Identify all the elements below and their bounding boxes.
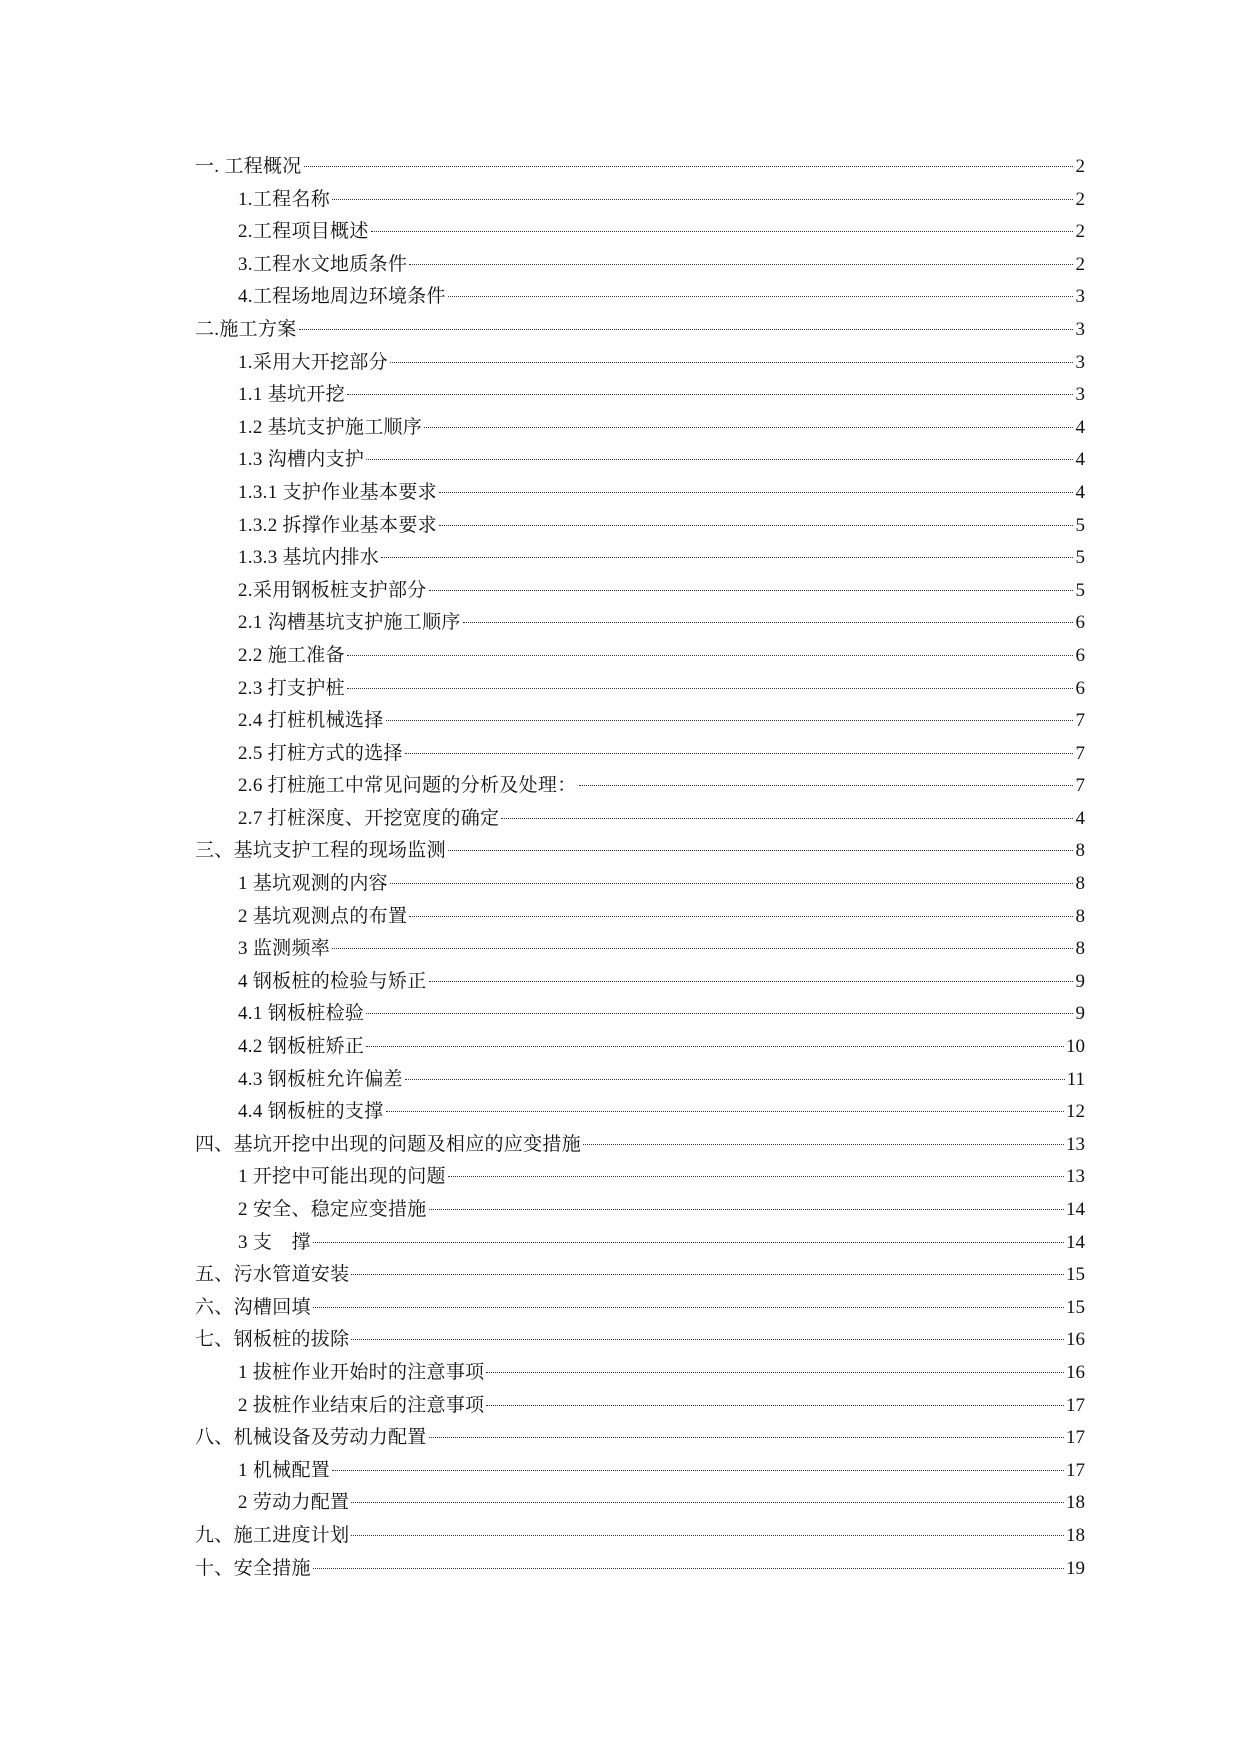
toc-dot-leader — [439, 524, 1073, 526]
toc-entry-label: 2.2 施工准备 — [238, 644, 345, 666]
toc-entry[interactable] — [195, 607, 1085, 640]
toc-entry[interactable] — [195, 1324, 1085, 1357]
toc-entry-page-number: 17 — [1066, 1394, 1085, 1416]
toc-entry[interactable] — [195, 770, 1085, 803]
toc-entry-page-number: 6 — [1075, 644, 1085, 666]
toc-entry-label: 4.工程场地周边环境条件 — [238, 286, 446, 308]
toc-entry-page-number: 17 — [1066, 1427, 1085, 1449]
toc-entry-label: 2 基坑观测点的布置 — [238, 905, 408, 927]
toc-dot-leader — [332, 1469, 1064, 1471]
toc-entry-label: 五、污水管道安装 — [195, 1264, 350, 1286]
toc-entry-label: 1.1 基坑开挖 — [238, 384, 345, 406]
toc-dot-leader — [371, 230, 1073, 232]
toc-entry-label: 十、安全措施 — [195, 1557, 311, 1579]
toc-entry-label: 2 拔桩作业结束后的注意事项 — [238, 1394, 485, 1416]
toc-entry-page-number: 2 — [1075, 253, 1085, 275]
toc-dot-leader — [409, 263, 1073, 265]
toc-entry[interactable] — [195, 1292, 1085, 1325]
toc-entry-label: 2 安全、稳定应变措施 — [238, 1199, 427, 1220]
toc-entry-label: 二.施工方案 — [195, 318, 297, 340]
toc-entry-page-number: 8 — [1075, 873, 1085, 895]
toc-entry[interactable] — [195, 184, 1085, 217]
toc-entry-page-number: 7 — [1075, 710, 1085, 732]
toc-entry-label: 3 监测频率 — [238, 938, 331, 960]
toc-entry-label: 4.1 钢板桩检验 — [238, 1003, 365, 1025]
toc-dot-leader — [463, 621, 1073, 623]
toc-entry-page-number: 3 — [1075, 318, 1085, 340]
toc-dot-leader — [448, 849, 1073, 851]
toc-entry-page-number: 3 — [1075, 286, 1085, 308]
toc-dot-leader — [390, 361, 1073, 363]
toc-dot-leader — [332, 947, 1073, 949]
toc-entry-label: 2.7 打桩深度、开挖宽度的确定 — [238, 807, 500, 829]
toc-entry[interactable] — [195, 1096, 1085, 1129]
toc-entry-page-number: 17 — [1066, 1459, 1085, 1481]
toc-entry[interactable] — [195, 835, 1085, 868]
toc-entry-page-number: 5 — [1075, 547, 1085, 569]
toc-entry[interactable] — [195, 1487, 1085, 1520]
toc-entry[interactable] — [195, 542, 1085, 575]
toc-entry[interactable] — [195, 673, 1085, 706]
toc-entry-label: 4 钢板桩的检验与矫正 — [238, 970, 427, 992]
toc-entry[interactable] — [195, 347, 1085, 380]
toc-entry-page-number: 2 — [1075, 156, 1085, 177]
toc-dot-leader — [351, 1338, 1064, 1340]
toc-entry-label: 七、钢板桩的拔除 — [195, 1329, 350, 1351]
toc-entry[interactable] — [195, 1031, 1085, 1064]
toc-entry-label: 六、沟槽回填 — [195, 1296, 311, 1318]
toc-entry-page-number: 7 — [1075, 775, 1085, 797]
toc-entry-label: 2.3 打支护桩 — [238, 677, 345, 699]
toc-entry[interactable] — [195, 379, 1085, 412]
toc-entry-page-number: 2 — [1075, 188, 1085, 210]
toc-entry-label: 八、机械设备及劳动力配置 — [195, 1427, 427, 1449]
toc-entry-page-number: 14 — [1066, 1199, 1085, 1220]
toc-entry-page-number: 8 — [1075, 938, 1085, 960]
toc-entry[interactable] — [195, 1553, 1085, 1586]
toc-entry-page-number: 2 — [1075, 221, 1085, 243]
toc-entry-label: 1.2 基坑支护施工顺序 — [238, 416, 423, 438]
toc-entry-label: 1.采用大开挖部分 — [238, 351, 388, 373]
toc-dot-leader — [313, 1567, 1064, 1569]
toc-entry[interactable] — [195, 1259, 1085, 1292]
toc-entry[interactable] — [195, 998, 1085, 1031]
toc-entry-page-number: 4 — [1075, 481, 1085, 503]
toc-dot-leader — [448, 1175, 1064, 1177]
toc-entry-page-number: 12 — [1066, 1101, 1085, 1123]
toc-entry-label: 三、基坑支护工程的现场监测 — [195, 840, 446, 862]
toc-dot-leader — [409, 915, 1073, 917]
toc-entry-page-number: 6 — [1075, 677, 1085, 699]
toc-dot-leader — [347, 687, 1073, 689]
toc-dot-leader — [501, 817, 1073, 819]
toc-dot-leader — [366, 1012, 1073, 1014]
toc-entry-page-number: 16 — [1066, 1361, 1085, 1383]
toc-entry[interactable] — [195, 314, 1085, 347]
toc-dot-leader — [313, 1306, 1064, 1308]
toc-entry[interactable] — [195, 868, 1085, 901]
toc-dot-leader — [299, 328, 1073, 330]
toc-entry-page-number: 5 — [1075, 579, 1085, 601]
toc-dot-leader — [448, 295, 1073, 297]
toc-entry[interactable] — [195, 933, 1085, 966]
toc-entry-page-number: 14 — [1066, 1231, 1085, 1253]
toc-entry-page-number: 4 — [1075, 416, 1085, 438]
toc-dot-leader — [313, 1241, 1064, 1243]
toc-entry-page-number: 5 — [1075, 514, 1085, 536]
toc-dot-leader — [351, 1273, 1064, 1275]
toc-entry-label: 2.1 沟槽基坑支护施工顺序 — [238, 612, 461, 634]
toc-entry[interactable] — [195, 1455, 1085, 1488]
toc-entry[interactable] — [195, 249, 1085, 282]
toc-dot-leader — [332, 198, 1073, 200]
toc-entry[interactable] — [195, 1194, 1085, 1227]
toc-entry[interactable] — [195, 510, 1085, 543]
toc-dot-leader — [351, 1501, 1064, 1503]
toc-dot-leader — [386, 719, 1073, 721]
toc-entry-page-number: 4 — [1075, 449, 1085, 471]
toc-dot-leader — [486, 1371, 1064, 1373]
toc-entry[interactable] — [195, 1422, 1085, 1455]
toc-dot-leader — [366, 458, 1073, 460]
toc-entry[interactable] — [195, 640, 1085, 673]
toc-entry-label: 4.3 钢板桩允许偏差 — [238, 1068, 403, 1090]
toc-entry-page-number: 9 — [1075, 970, 1085, 992]
toc-entry-page-number: 15 — [1066, 1264, 1085, 1286]
toc-entry-page-number: 19 — [1066, 1557, 1085, 1579]
toc-entry[interactable] — [195, 1227, 1085, 1260]
toc-dot-leader — [386, 1110, 1064, 1112]
toc-entry-page-number: 8 — [1075, 840, 1085, 862]
toc-dot-leader — [579, 784, 1073, 786]
toc-entry[interactable] — [195, 151, 1085, 184]
toc-dot-leader — [486, 1404, 1064, 1406]
toc-entry-label: 2.6 打桩施工中常见问题的分析及处理： — [238, 775, 577, 797]
toc-entry-label: 1 基坑观测的内容 — [238, 873, 388, 895]
toc-entry-label: 1.3.3 基坑内排水 — [238, 547, 380, 569]
toc-dot-leader — [347, 393, 1073, 395]
toc-dot-leader — [405, 1078, 1065, 1080]
toc-entry-label: 1.3.1 支护作业基本要求 — [238, 481, 437, 503]
toc-entry-page-number: 3 — [1075, 351, 1085, 373]
toc-entry[interactable] — [195, 738, 1085, 771]
toc-dot-leader — [351, 1534, 1064, 1536]
toc-entry-page-number: 18 — [1066, 1524, 1085, 1546]
toc-entry-label: 1.3.2 拆撑作业基本要求 — [238, 514, 437, 536]
toc-entry[interactable] — [195, 412, 1085, 445]
toc-entry[interactable] — [195, 575, 1085, 608]
toc-entry[interactable] — [195, 966, 1085, 999]
toc-entry-label: 一. 工程概况 — [195, 156, 302, 177]
toc-entry-page-number: 10 — [1066, 1036, 1085, 1058]
toc-dot-leader — [429, 1208, 1064, 1210]
toc-entry-label: 3 支 撑 — [238, 1231, 311, 1253]
toc-dot-leader — [424, 426, 1073, 428]
toc-entry[interactable] — [195, 1357, 1085, 1390]
toc-entry-label: 1.工程名称 — [238, 188, 331, 210]
toc-entry-label: 3.工程水文地质条件 — [238, 253, 408, 275]
toc-entry-page-number: 8 — [1075, 905, 1085, 927]
toc-entry-page-number: 9 — [1075, 1003, 1085, 1025]
toc-entry-label: 2.工程项目概述 — [238, 221, 369, 243]
toc-dot-leader — [429, 1436, 1064, 1438]
toc-dot-leader — [405, 752, 1073, 754]
toc-entry-page-number: 11 — [1066, 1068, 1085, 1090]
toc-entry-label: 2.4 打桩机械选择 — [238, 710, 384, 732]
toc-entry-label: 2.采用钢板桩支护部分 — [238, 579, 427, 601]
toc-entry-label: 2.5 打桩方式的选择 — [238, 742, 403, 764]
toc-entry-label: 4.4 钢板桩的支撑 — [238, 1101, 384, 1123]
toc-entry[interactable] — [195, 444, 1085, 477]
toc-entry[interactable] — [195, 803, 1085, 836]
toc-entry-page-number: 6 — [1075, 612, 1085, 634]
toc-entry[interactable] — [195, 1520, 1085, 1553]
toc-dot-leader — [429, 980, 1073, 982]
toc-dot-leader — [429, 589, 1073, 591]
toc-entry-label: 1 拔桩作业开始时的注意事项 — [238, 1361, 485, 1383]
toc-entry[interactable] — [195, 901, 1085, 934]
toc-entry-page-number: 4 — [1075, 807, 1085, 829]
toc-entry-page-number: 15 — [1066, 1296, 1085, 1318]
toc-entry-label: 1 机械配置 — [238, 1459, 331, 1481]
toc-entry[interactable] — [195, 1064, 1085, 1097]
toc-dot-leader — [347, 654, 1073, 656]
table-of-contents — [195, 151, 1085, 1585]
toc-entry[interactable] — [195, 216, 1085, 249]
toc-dot-leader — [366, 1045, 1064, 1047]
toc-entry[interactable] — [195, 705, 1085, 738]
toc-entry-label: 九、施工进度计划 — [195, 1524, 350, 1546]
toc-entry-page-number: 7 — [1075, 742, 1085, 764]
toc-entry[interactable] — [195, 281, 1085, 314]
toc-entry-label: 四、基坑开挖中出现的问题及相应的应变措施 — [195, 1133, 582, 1155]
toc-dot-leader — [390, 882, 1073, 884]
toc-entry-page-number: 13 — [1066, 1133, 1085, 1155]
toc-entry-label: 4.2 钢板桩矫正 — [238, 1036, 365, 1058]
toc-entry[interactable] — [195, 1161, 1085, 1194]
toc-dot-leader — [439, 491, 1073, 493]
toc-entry-page-number: 3 — [1075, 384, 1085, 406]
toc-entry-label: 1 开挖中可能出现的问题 — [238, 1166, 446, 1188]
toc-entry[interactable] — [195, 477, 1085, 510]
toc-dot-leader — [583, 1143, 1064, 1145]
toc-dot-leader — [304, 165, 1073, 167]
toc-entry[interactable] — [195, 1129, 1085, 1162]
toc-entry[interactable] — [195, 1390, 1085, 1423]
toc-entry-label: 2 劳动力配置 — [238, 1492, 350, 1514]
toc-dot-leader — [381, 556, 1073, 558]
toc-entry-page-number: 16 — [1066, 1329, 1085, 1351]
toc-entry-label: 1.3 沟槽内支护 — [238, 449, 365, 471]
toc-entry-page-number: 18 — [1066, 1492, 1085, 1514]
toc-entry-page-number: 13 — [1066, 1166, 1085, 1188]
